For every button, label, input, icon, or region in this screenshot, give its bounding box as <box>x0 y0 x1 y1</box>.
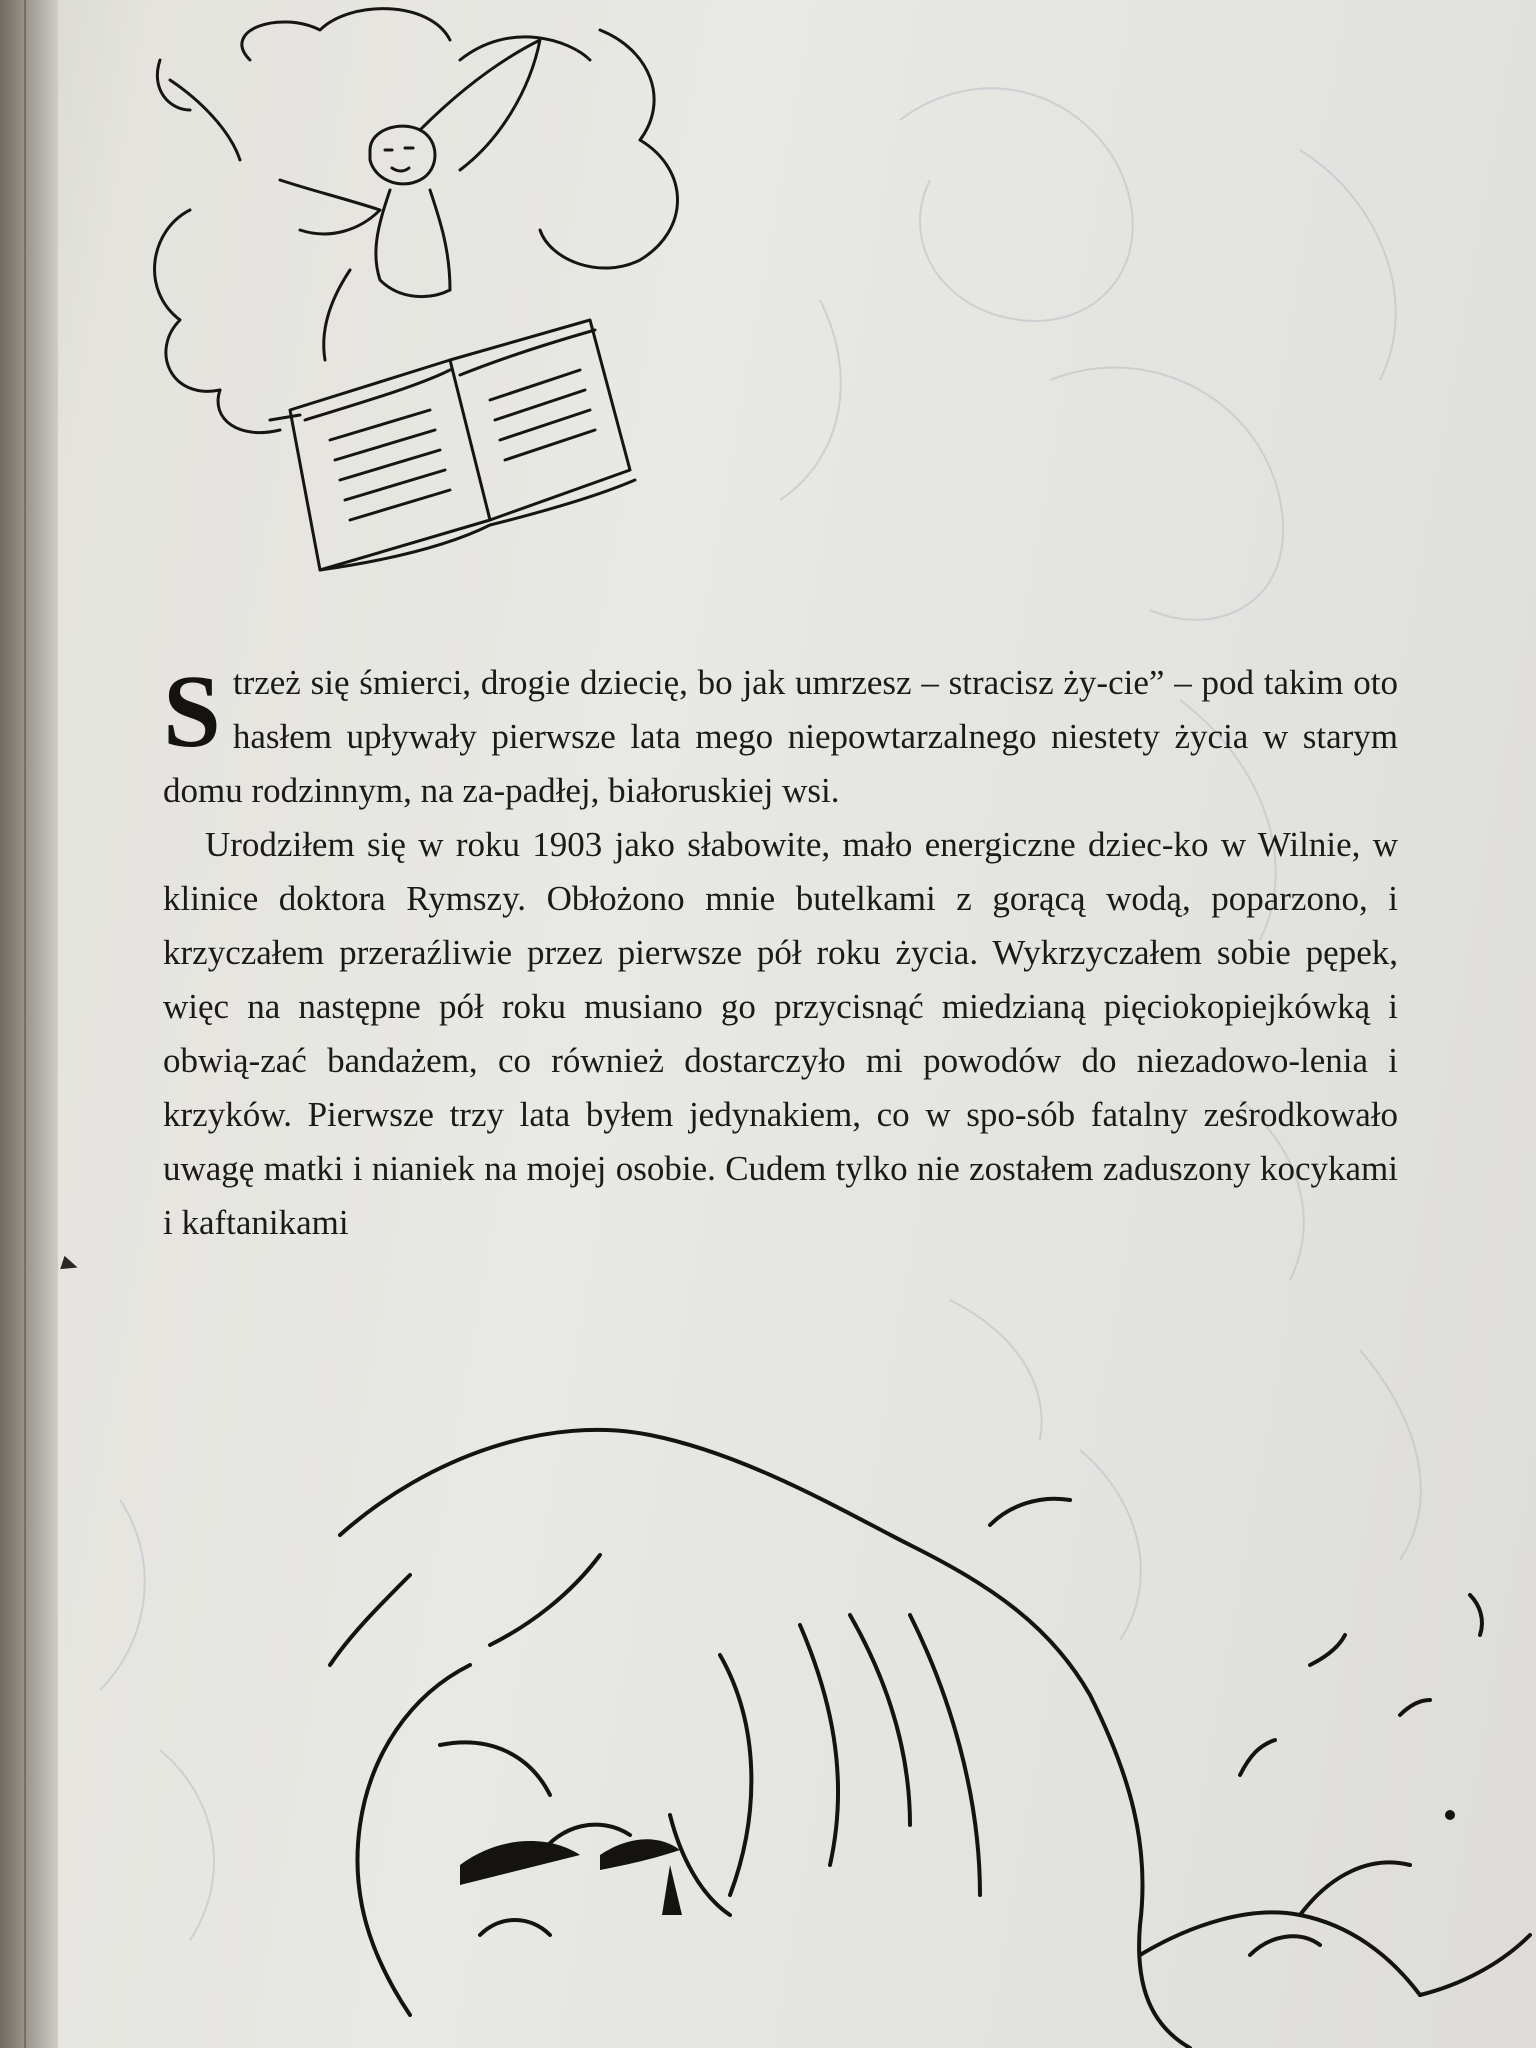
first-paragraph <box>163 656 1398 818</box>
previous-page-edge <box>0 0 58 2048</box>
sleeping-figure-drawing <box>290 1395 1536 2048</box>
drop-cap: S <box>163 654 221 769</box>
angel-with-book-drawing <box>130 0 750 600</box>
second-paragraph: Urodziłem się w roku 1903 jako słabowite, mało energiczne dziec-ko w Wilnie, w klinice doktora Rymszy. Obłożono mnie butelkami z gorącą wodą, poparzono, i krzyczałem przeraźliwie przez pierwsze pół roku życia. Wykrzyczałem sobie pępek, więc na następne pół roku musiano go przycisnąć miedzianą pięciokopiejkówką i obwią-zać bandażem, co również dostarczyło mi powodów do niezadowo-lenia i krzyków. Pierwsze trzy lata byłem jedynakiem, co w spo-sób fatalny ześrodkowało uwagę matki i nianiek na mojej osobie. Cudem tylko nie zostałem zaduszony kocykami i kaftanikami <box>163 825 1398 1242</box>
margin-arrow-mark <box>60 1256 80 1274</box>
binding-shadow <box>24 0 26 2048</box>
body-text <box>163 656 1398 1250</box>
first-paragraph-text: trzeż się śmierci, drogie dziecię, bo jak umrzesz – stracisz ży-cie” – pod takim oto hasłem upływały pierwsze lata mego niepowtarzalnego niestety życia w starym domu rodzinnym, na za-padłej, białoruskiej wsi. <box>163 663 1398 810</box>
